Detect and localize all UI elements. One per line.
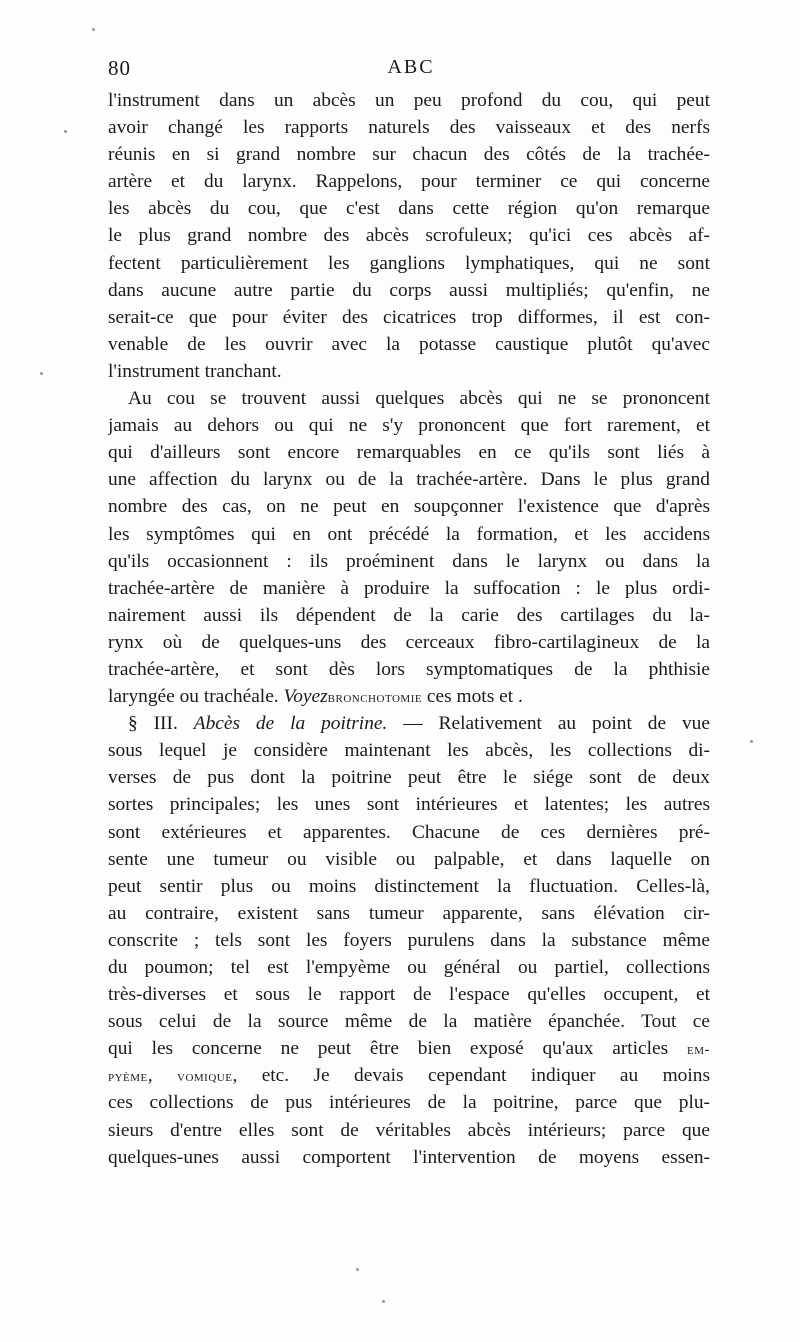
print-speck [92, 28, 95, 31]
text-line: quelques-unes aussi comportent l'intervention de moyens essen- [108, 1146, 710, 1168]
text-line: au contraire, existent sans tumeur apparente, sans élévation cir- [108, 902, 710, 924]
print-speck [750, 740, 753, 743]
text-line: sortes principales; les unes sont intérieures et latentes; les autres [108, 794, 710, 816]
text-line: ces collections de pus intérieures de la poitrine, parce que plu- [108, 1092, 710, 1114]
print-speck [40, 372, 43, 375]
text-line: avoir changé les rapports naturels des vaisseaux et des nerfs [108, 117, 710, 139]
text-line: nombre des cas, on ne peut en soupçonner l'existence que d'après [108, 496, 710, 518]
text-line: qui les concerne ne peut être bien exposé qu'aux articles em- [108, 1038, 710, 1060]
text-line: laryngée ou trachéale. Voyezbronchotomie ces mots et . [108, 686, 523, 708]
text-line: très-diverses et sous le rapport de l'espace qu'elles occupent, et [108, 984, 710, 1006]
text-line: jamais au dehors ou qui ne s'y prononcent que fort rarement, et [108, 415, 710, 437]
text-line: qu'ils occasionnent : ils proéminent dans le larynx ou dans la [108, 550, 710, 572]
text-line: le plus grand nombre des abcès scrofuleux; qu'ici ces abcès af- [108, 225, 710, 247]
text-line: sieurs d'entre elles sont de véritables abcès intérieurs; parce que [108, 1119, 710, 1141]
text-line: qui d'ailleurs sont encore remarquables en ce qu'ils sont liés à [108, 442, 710, 464]
print-speck [382, 1300, 385, 1303]
text-line: pyème, vomique, etc. Je devais cependant indiquer au moins [108, 1065, 710, 1087]
text-line: sente une tumeur ou visible ou palpable, et dans laquelle on [108, 848, 710, 870]
text-line: serait-ce que pour éviter des cicatrices trop difformes, il est con- [108, 306, 710, 328]
text-line: dans aucune autre partie du corps aussi multipliés; qu'enfin, ne [108, 279, 710, 301]
text-line: sous celui de la source même de la matière épanchée. Tout ce [108, 1011, 710, 1033]
text-line: l'instrument dans un abcès un peu profond du cou, qui peut [108, 90, 710, 111]
print-speck [356, 1268, 359, 1271]
text-line: trachée-artère, et sont dès lors symptomatiques de la phthisie [108, 658, 710, 680]
text-line: venable de les ouvrir avec la potasse caustique plutôt qu'avec [108, 333, 710, 355]
text-line: trachée-artère de manière à produire la suffocation : le plus ordi- [108, 577, 710, 599]
text-line: conscrite ; tels sont les foyers purulens dans la substance même [108, 929, 710, 951]
body-text [108, 87, 710, 1171]
text-line: § III. Abcès de la poitrine. — Relativement au point de vue [128, 713, 710, 735]
text-line: les symptômes qui en ont précédé la formation, et les accidens [108, 523, 710, 545]
text-line: du poumon; tel est l'empyème ou général ou partiel, collections [108, 957, 710, 978]
text-line: fectent particulièrement les ganglions lymphatiques, qui ne sont [108, 252, 710, 274]
text-line: sous lequel je considère maintenant les abcès, les collections di- [108, 740, 710, 762]
text-line: les abcès du cou, que c'est dans cette région qu'on remarque [108, 198, 710, 220]
print-speck [64, 130, 67, 133]
text-line: une affection du larynx ou de la trachée-artère. Dans le plus grand [108, 469, 710, 491]
text-line: verses de pus dont la poitrine peut être le siége sont de deux [108, 767, 710, 789]
text-line: Au cou se trouvent aussi quelques abcès qui ne se prononcent [128, 388, 710, 410]
page-header [108, 56, 714, 86]
text-line: rynx où de quelques-uns des cerceaux fibro-cartilagineux de la [108, 631, 710, 653]
text-line: sont extérieures et apparentes. Chacune de ces dernières pré- [108, 821, 710, 843]
text-line: nairement aussi ils dépendent de la carie des cartilages du la- [108, 604, 710, 626]
running-head: ABC [387, 56, 435, 78]
page-number: 80 [108, 56, 131, 80]
text-line: artère et du larynx. Rappelons, pour terminer ce qui concerne [108, 171, 710, 193]
text-line: réunis en si grand nombre sur chacun des côtés de la trachée- [108, 144, 710, 166]
text-line: peut sentir plus ou moins distinctement la fluctuation. Celles-là, [108, 875, 710, 897]
text-line: l'instrument tranchant. [108, 360, 282, 382]
